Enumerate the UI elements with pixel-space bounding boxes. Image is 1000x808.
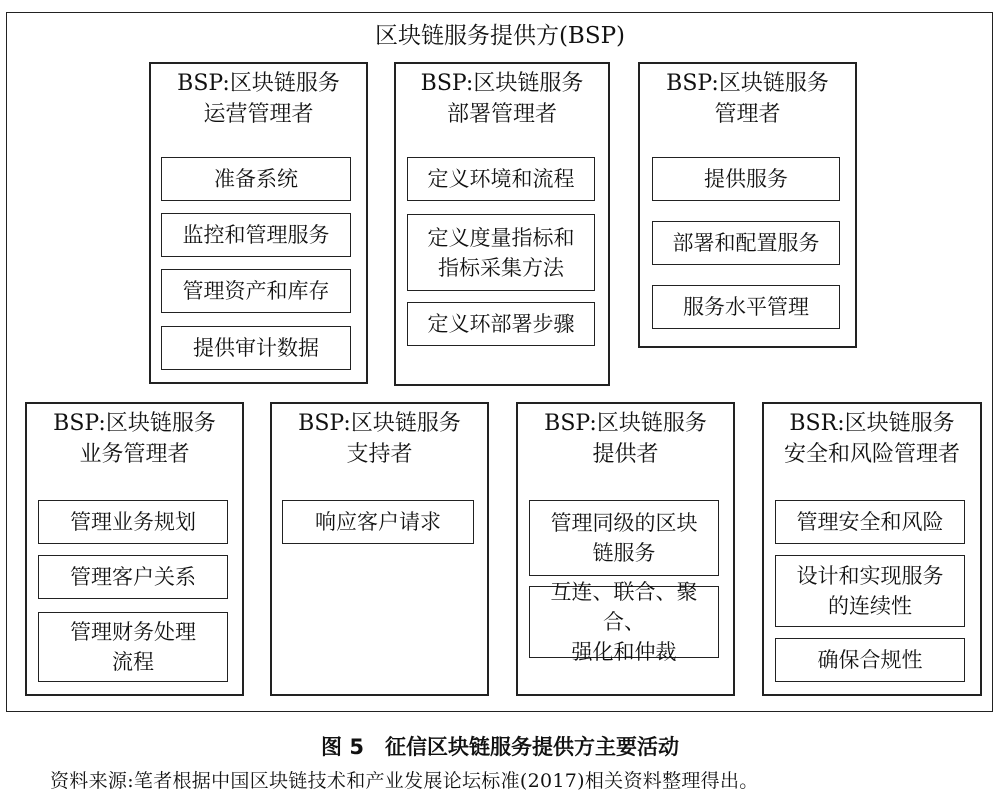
- activity-box: 管理财务处理 流程: [38, 612, 228, 682]
- role-operations-manager: [149, 62, 368, 384]
- role-title: BSP:区块链服务 运营管理者: [177, 71, 340, 127]
- role-title: BSP:区块链服务 业务管理者: [53, 411, 216, 467]
- role-title: BSP:区块链服务 管理者: [666, 71, 829, 127]
- activity-box: 管理安全和风险: [775, 500, 965, 544]
- source-note: 资料来源:笔者根据中国区块链技术和产业发展论坛标准(2017)相关资料整理得出。: [50, 770, 759, 792]
- role-provider: [516, 402, 735, 696]
- activity-box: 准备系统: [161, 157, 351, 201]
- activity-box: 管理客户关系: [38, 555, 228, 599]
- role-business-manager: [25, 402, 244, 696]
- role-security-risk-manager: [762, 402, 982, 696]
- activity-box: 确保合规性: [775, 638, 965, 682]
- activity-box: 管理同级的区块 链服务: [529, 500, 719, 576]
- diagram-title: 区块链服务提供方(BSP): [374, 23, 626, 49]
- activity-box: 定义环部署步骤: [407, 302, 595, 346]
- activity-box: 互连、联合、聚合、 强化和仲裁: [529, 586, 719, 658]
- role-supporter: [270, 402, 489, 696]
- activity-box: 设计和实现服务 的连续性: [775, 555, 965, 627]
- figure-caption: 图 5 征信区块链服务提供方主要活动: [321, 735, 679, 759]
- activity-box: 监控和管理服务: [161, 213, 351, 257]
- activity-box: 提供审计数据: [161, 326, 351, 370]
- role-title: BSP:区块链服务 支持者: [298, 411, 461, 467]
- role-service-manager: [638, 62, 857, 348]
- activity-box: 管理资产和库存: [161, 269, 351, 313]
- activity-box: 定义环境和流程: [407, 157, 595, 201]
- activity-box: 提供服务: [652, 157, 840, 201]
- activity-box: 响应客户请求: [282, 500, 474, 544]
- role-title: BSP:区块链服务 提供者: [544, 411, 707, 467]
- role-title: BSR:区块链服务 安全和风险管理者: [783, 411, 960, 467]
- activity-box: 管理业务规划: [38, 500, 228, 544]
- activity-box: 定义度量指标和 指标采集方法: [407, 214, 595, 291]
- role-title: BSP:区块链服务 部署管理者: [420, 71, 584, 127]
- activity-box: 部署和配置服务: [652, 221, 840, 265]
- role-deployment-manager: [394, 62, 610, 386]
- activity-box: 服务水平管理: [652, 285, 840, 329]
